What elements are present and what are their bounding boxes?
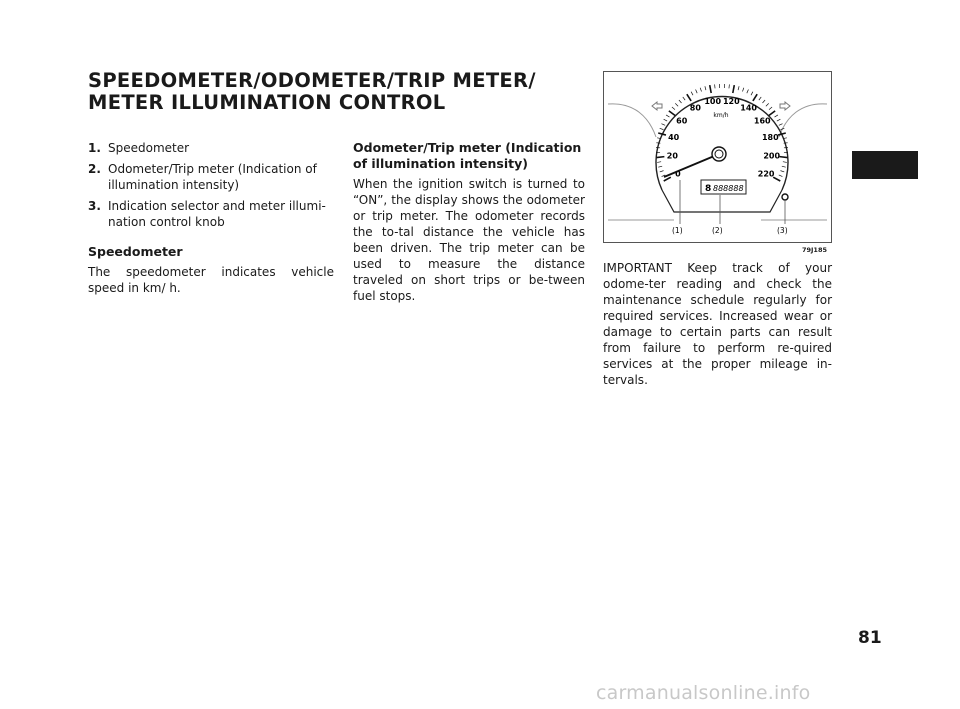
odometer-text: When the ignition switch is turned to “ON”, the display shows the odometer or trip meter. The odometer records the to-tal distance the vehicle has been driven. The trip meter can be used to measure the distance traveled on short trips or be-tween fuel stops. [353,177,585,303]
title-line-1: SPEEDOMETER/ODOMETER/TRIP METER/ [88,69,536,92]
gauge-tick [733,85,734,93]
scale-label: 180 [761,133,779,143]
gauge-tick [664,119,668,121]
gauge-tick [747,90,749,94]
scale-label: 200 [763,151,781,161]
gauge-tick [705,86,706,90]
list-number: 2. [88,162,101,176]
gauge-tick [777,119,781,121]
gauge-tick [753,94,757,101]
gauge-tick [780,171,784,172]
gauge-tick [672,107,675,110]
list-item [88,198,334,230]
control-knob [782,194,788,200]
callout-1: (1) [672,226,683,235]
page-number: 81 [858,628,882,648]
scale-label: 220 [757,169,775,179]
gauge-tick [666,115,669,117]
left-column [88,140,334,296]
callout-3: (3) [777,226,788,235]
gauge-tick [779,124,783,126]
scale-label: 140 [740,103,757,113]
gauge-tick [656,157,664,158]
gauge-tick [660,128,664,129]
gauge-tick [679,100,682,103]
list-text: Odometer/Trip meter (Indication of illumination intensity) [108,162,317,192]
gauge-tick [778,133,786,135]
scale-label: 60 [676,116,688,126]
scale-label: 40 [668,133,680,143]
scale-label: 120 [722,96,740,106]
display-digits: 888888 [713,184,744,193]
odometer-heading: Odometer/Trip meter (Indication of illumination intensity) [353,140,582,171]
gauge-tick [779,175,783,177]
gauge-tick [700,88,701,92]
gauge-tick [759,97,761,100]
watermark: carmanualsonline.info [596,682,811,704]
gauge-tick [783,162,787,163]
unit-label: km/h [713,112,729,119]
gauge-tick [675,103,678,106]
scale-label: 20 [666,151,678,161]
right-arrow-icon [780,102,790,110]
right-column [603,260,832,388]
gauge-tick [691,92,693,96]
scale-label: 0 [675,169,681,179]
scale-label: 160 [753,116,771,126]
scale-label: 80 [689,103,701,113]
gauge-tick [664,177,671,181]
title-line-2: METER ILLUMINATION CONTROL [88,91,446,114]
display-mode-glyph: 8 [705,184,712,194]
speedometer-figure [603,71,832,254]
gauge-tick [769,107,772,110]
gauge-tick [782,166,786,167]
gauge-tick [738,86,739,90]
list-item [88,161,334,193]
gauge-tick [687,94,691,101]
gauge-tick [780,157,788,158]
important-note: IMPORTANT Keep track of your odome-ter reading and check the maintenance schedule regularly for required services. Increased wear or damage to certain parts can result from failure to perform re-quired services at the proper mileage in-tervals. [603,261,832,387]
list-number: 1. [88,141,101,155]
gauge-tick [751,92,753,96]
gauge-tick [683,97,685,100]
speedometer-heading: Speedometer [88,244,183,259]
callout-2: (2) [712,226,723,235]
list-text: Speedometer [108,141,190,155]
gauge-tick [710,85,711,93]
gauge-illustration [604,72,831,242]
gauge-tick [766,103,769,106]
gauge-tick [657,162,661,163]
figure-code: 79J185 [801,246,827,254]
gauge-tick [743,88,744,92]
list-item [88,140,334,156]
gauge-tick [661,124,665,126]
list-number: 3. [88,199,101,213]
page-title [88,70,548,114]
gauge-tick [762,100,765,103]
section-tab [852,151,918,179]
gauge-tick [658,133,666,135]
gauge-tick [669,111,675,116]
gauge-tick [660,171,664,172]
gauge-tick [775,115,778,117]
gauge-tick [696,90,698,94]
gauge-tick [658,166,662,167]
left-arrow-icon [652,102,662,110]
scale-label: 100 [704,96,722,106]
needle-hub [712,147,726,161]
speedometer-text: The speedometer indicates vehicle speed in km/ h. [88,265,334,295]
middle-column [353,140,585,304]
gauge-tick [769,111,775,116]
list-text: Indication selector and meter illumi-nation control knob [108,199,326,229]
